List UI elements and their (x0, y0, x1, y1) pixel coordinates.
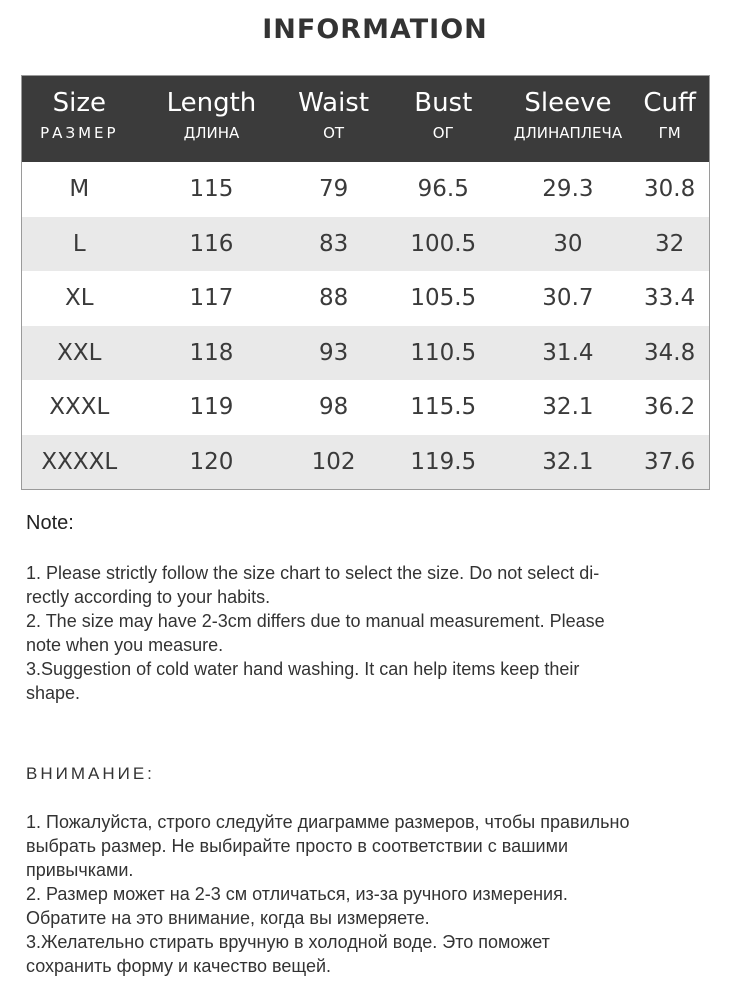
cell-cuff: 36.2 (644, 394, 696, 421)
note-line: 2. The size may have 2-3cm differs due to manual measurement. Please (26, 611, 605, 631)
cell-length: 118 (189, 339, 234, 366)
cell-waist: 102 (311, 448, 356, 475)
header-label-ru: ОГ (432, 124, 454, 142)
cell-sleeve: 30.7 (542, 285, 594, 312)
cell-sleeve: 30 (553, 230, 583, 257)
cell-size: M (69, 176, 90, 203)
cell-cuff: 37.6 (644, 448, 696, 475)
cell-waist: 98 (318, 394, 349, 421)
cell-length: 120 (189, 448, 234, 475)
table-row (22, 162, 709, 217)
note-line: rectly according to your habits. (26, 587, 271, 607)
header-label-ru: ОТ (323, 124, 345, 142)
header-label-ru: РАЗМЕР (40, 124, 119, 142)
cell-cuff: 34.8 (644, 339, 696, 366)
header-label-en: Sleeve (524, 88, 612, 118)
cell-bust: 105.5 (410, 285, 477, 312)
cell-bust: 110.5 (410, 339, 477, 366)
cell-length: 119 (189, 394, 234, 421)
header-label-ru: ДЛИНАПЛЕЧА (513, 124, 623, 142)
header-length (137, 76, 287, 162)
cell-sleeve: 31.4 (542, 339, 594, 366)
header-label-en: Waist (298, 88, 370, 118)
note-line: 1. Please strictly follow the size chart to select the size. Do not select di- (26, 563, 600, 583)
note-line: Обратите на это внимание, когда вы измеряете. (26, 908, 430, 928)
page-title: INFORMATION (262, 14, 488, 45)
table-body (22, 162, 709, 489)
cell-bust: 119.5 (410, 448, 477, 475)
header-label-ru: ДЛИНА (183, 124, 240, 142)
cell-bust: 115.5 (410, 394, 477, 421)
note-line: 3.Suggestion of cold water hand washing. It can help items keep their (26, 659, 580, 679)
cell-waist: 79 (318, 176, 349, 203)
cell-length: 117 (189, 285, 234, 312)
header-waist (286, 76, 381, 162)
header-label-en: Bust (414, 88, 473, 118)
note-line: 1. Пожалуйста, строго следуйте диаграмме размеров, чтобы правильно (26, 812, 630, 832)
header-cuff (630, 76, 709, 162)
note-line: 3.Желательно стирать вручную в холодной воде. Это поможет (26, 932, 550, 952)
cell-size: L (72, 230, 86, 257)
table-row (22, 326, 709, 381)
size-table (21, 75, 710, 490)
cell-length: 116 (189, 230, 234, 257)
note-line: shape. (26, 683, 81, 703)
cell-size: XXL (57, 339, 102, 366)
header-bust (381, 76, 506, 162)
table-row (22, 271, 709, 326)
cell-size: XXXXL (41, 448, 118, 475)
cell-sleeve: 29.3 (542, 176, 594, 203)
cell-sleeve: 32.1 (542, 394, 594, 421)
note-line: сохранить форму и качество вещей. (26, 956, 332, 976)
table-row (22, 435, 709, 490)
cell-size: XXXL (49, 394, 110, 421)
cell-cuff: 30.8 (644, 176, 696, 203)
cell-size: XL (65, 285, 94, 312)
header-label-en: Length (166, 88, 257, 118)
header-label-en: Size (52, 88, 107, 118)
header-label-en: Cuff (643, 88, 696, 118)
cell-bust: 100.5 (410, 230, 477, 257)
note-ru-text (26, 810, 726, 978)
cell-length: 115 (189, 176, 234, 203)
table-row (22, 217, 709, 272)
header-label-ru: ГМ (658, 124, 681, 142)
cell-cuff: 32 (654, 230, 685, 257)
header-size (22, 76, 137, 162)
cell-sleeve: 32.1 (542, 448, 594, 475)
cell-waist: 83 (318, 230, 349, 257)
note-en-text (26, 561, 726, 705)
note-line: выбрать размер. Не выбирайте просто в соответствии с вашими (26, 836, 569, 856)
cell-waist: 88 (318, 285, 349, 312)
cell-waist: 93 (318, 339, 349, 366)
header-sleeve (506, 76, 631, 162)
note-line: note when you measure. (26, 635, 224, 655)
table-row (22, 380, 709, 435)
cell-bust: 96.5 (417, 176, 469, 203)
note-line: привычками. (26, 860, 134, 880)
cell-cuff: 33.4 (644, 285, 696, 312)
note-en (26, 512, 726, 705)
note-ru (26, 764, 726, 978)
note-line: 2. Размер может на 2-3 см отличаться, из-за ручного измерения. (26, 884, 568, 904)
table-header (22, 76, 709, 162)
note-ru-title: ВНИМАНИЕ: (26, 764, 155, 783)
note-en-title: Note: (26, 512, 74, 534)
